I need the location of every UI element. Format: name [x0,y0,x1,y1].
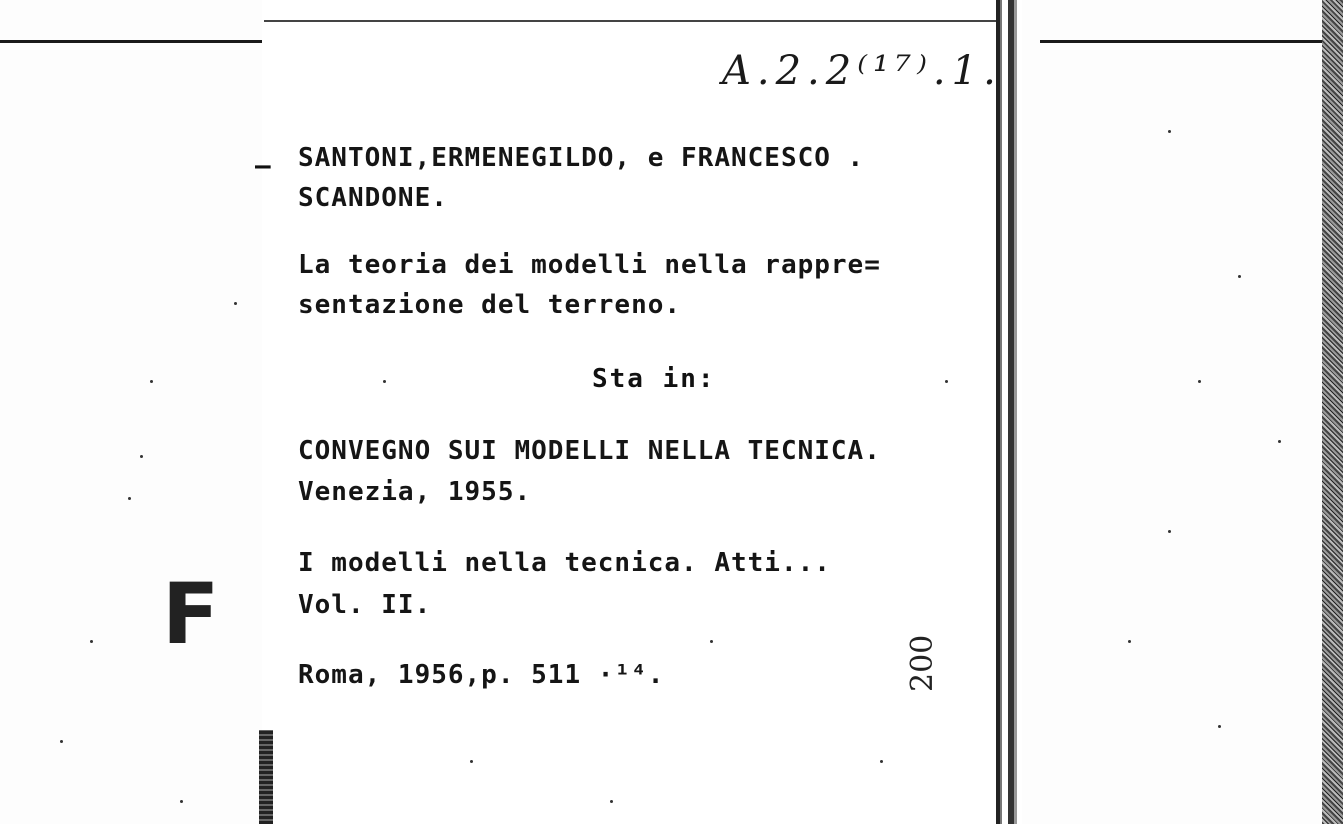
scan-speck [610,800,613,803]
side-letter-stamp: F [162,565,218,663]
scan-speck [180,800,183,803]
author-line-2: SCANDONE. [298,183,448,213]
scan-speck [1168,130,1171,133]
scan-speck [470,760,473,763]
background-card-left [0,0,262,824]
scan-speck [1128,640,1131,643]
conference-line-2: Venezia, 1955. [298,477,532,507]
scan-speck [880,760,883,763]
title-line-2: sentazione del terreno. [298,290,682,320]
conference-line-1: CONVEGNO SUI MODELLI NELLA TECNICA. [298,436,881,466]
scan-speck [60,740,63,743]
title-line-1: La teoria dei modelli nella rappre= [298,250,881,280]
imprint-line: Roma, 1956,p. 511 ·¹⁴. [298,660,665,690]
scan-speck [1218,725,1221,728]
left-card-rule [0,40,262,43]
stamp-number: 200 [905,634,940,692]
right-card-rule [1040,40,1322,43]
scan-speck [383,380,386,383]
scan-speck [128,497,131,500]
right-edge-texture [1322,0,1343,824]
in-label: Sta in: [592,364,716,394]
scan-speck [234,302,237,305]
scan-speck [90,640,93,643]
scan-speck [1168,530,1171,533]
scan-speck [1198,380,1201,383]
scan-speck [710,640,713,643]
scan-speck [945,380,948,383]
author-line-1: SANTONI,ERMENEGILDO, e FRANCESCO . [298,143,865,173]
scan-speck [140,455,143,458]
scan-speck [1238,275,1241,278]
background-card-right [1018,0,1323,824]
scan-speck [150,380,153,383]
proceedings-line-1: I modelli nella tecnica. Atti... [298,548,831,578]
proceedings-line-2: Vol. II. [298,590,432,620]
index-card [264,20,1002,824]
scan-speck [1278,440,1281,443]
entry-dash: – [255,151,271,181]
shelfmark: A.2.2⁽¹⁷⁾.1. [722,48,1002,94]
card-left-edge [259,730,273,824]
card-right-edge [996,0,1022,824]
